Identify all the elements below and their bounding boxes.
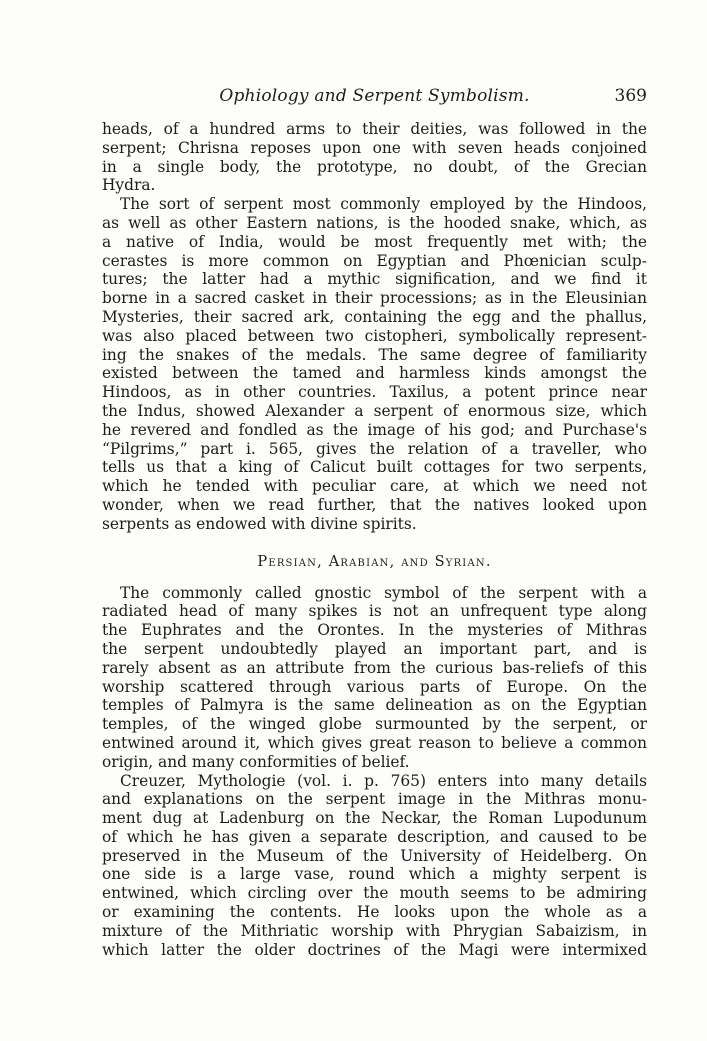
- text-line: serpent; Chrisna reposes upon one with seven heads conjoined: [102, 138, 647, 157]
- text-line: in a single body, the prototype, no doubt, of the Grecian: [102, 157, 647, 176]
- running-title: Ophiology and Serpent Symbolism.: [219, 86, 530, 106]
- paragraph-4: [102, 772, 647, 960]
- text-line: one side is a large vase, round which a mighty serpent is: [102, 865, 647, 884]
- text-line: Mysteries, their sacred ark, containing the egg and the phallus,: [102, 307, 647, 326]
- text-line: serpents as endowed with divine spirits.: [102, 514, 417, 533]
- text-line: rarely absent as an attribute from the curious bas-reliefs of this: [102, 658, 647, 677]
- text-line: The commonly called gnostic symbol of the serpent with a: [120, 583, 647, 602]
- text-line: which he tended with peculiar care, at which we need not: [102, 477, 647, 496]
- paragraph-2: [102, 195, 647, 533]
- text-line: ing the snakes of the medals. The same degree of familiarity: [102, 345, 647, 364]
- text-line: The sort of serpent most commonly employed by the Hindoos,: [120, 195, 647, 214]
- paragraph-1: [102, 120, 647, 195]
- text-line: origin, and many conformities of belief.: [102, 752, 410, 771]
- text-line: “Pilgrims,” part i. 565, gives the relation of a traveller, who: [102, 439, 647, 458]
- text-line: entwined around it, which gives great reason to believe a common: [102, 733, 647, 752]
- page-number: 369: [614, 86, 647, 106]
- text-line: worship scattered through various parts of Europe. On the: [102, 677, 647, 696]
- text-line: entwined, which circling over the mouth seems to be admiring: [102, 884, 647, 903]
- paragraph-3: [102, 584, 647, 772]
- body-text: [102, 120, 647, 959]
- text-line: Hydra.: [102, 176, 156, 195]
- text-line: tells us that a king of Calicut built cottages for two serpents,: [102, 458, 647, 477]
- text-line: Creuzer, Mythologie (vol. i. p. 765) enters into many details: [120, 771, 647, 790]
- text-line: was also placed between two cistopheri, symbolically represent-: [102, 326, 647, 345]
- text-line: preserved in the Museum of the University of Heidelberg. On: [102, 846, 647, 865]
- text-line: and explanations on the serpent image in the Mithras monu-: [102, 790, 647, 809]
- text-line: a native of India, would be most frequently met with; the: [102, 232, 647, 251]
- text-line: borne in a sacred casket in their processions; as in the Eleusinian: [102, 289, 647, 308]
- text-line: radiated head of many spikes is not an unfrequent type along: [102, 602, 647, 621]
- text-line: of which he has given a separate description, and caused to be: [102, 827, 647, 846]
- text-line: wonder, when we read further, that the natives looked upon: [102, 495, 647, 514]
- text-line: the Indus, showed Alexander a serpent of enormous size, which: [102, 401, 647, 420]
- text-line: which latter the older doctrines of the Magi were intermixed: [102, 940, 647, 959]
- text-line: or examining the contents. He looks upon the whole as a: [102, 903, 647, 922]
- text-line: he revered and fondled as the image of his god; and Purchase's: [102, 420, 647, 439]
- text-line: temples of Palmyra is the same delineation as on the Egyptian: [102, 696, 647, 715]
- text-line: mixture of the Mithriatic worship with Phrygian Sabaizism, in: [102, 921, 647, 940]
- text-line: ment dug at Ladenburg on the Neckar, the Roman Lupodunum: [102, 809, 647, 828]
- text-line: as well as other Eastern nations, is the hooded snake, which, as: [102, 213, 647, 232]
- text-line: existed between the tamed and harmless kinds amongst the: [102, 364, 647, 383]
- text-line: tures; the latter had a mythic signification, and we find it: [102, 270, 647, 289]
- text-line: the serpent undoubtedly played an important part, and is: [102, 639, 647, 658]
- text-line: cerastes is more common on Egyptian and Phœnician sculp-: [102, 251, 647, 270]
- text-line: Hindoos, as in other countries. Taxilus, a potent prince near: [102, 383, 647, 402]
- section-heading: Persian, Arabian, and Syrian.: [257, 553, 492, 570]
- text-line: temples, of the winged globe surmounted by the serpent, or: [102, 715, 647, 734]
- running-header: [102, 86, 647, 110]
- text-line: the Euphrates and the Orontes. In the mysteries of Mithras: [102, 621, 647, 640]
- text-line: heads, of a hundred arms to their deities, was followed in the: [102, 120, 647, 138]
